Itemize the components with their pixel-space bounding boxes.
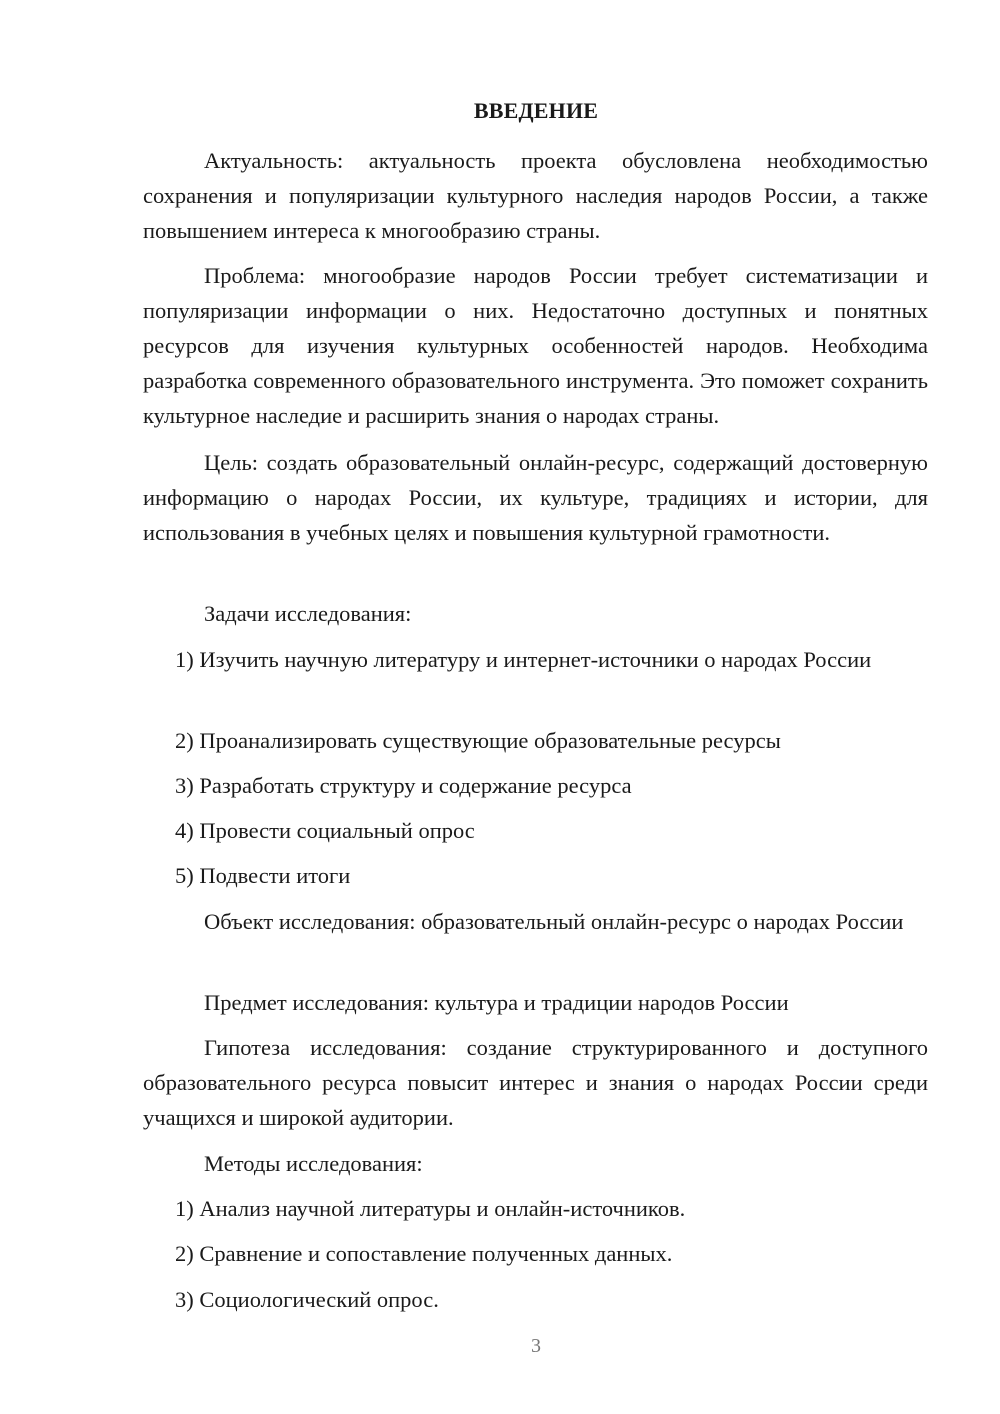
subject-paragraph: Предмет исследования: культура и традиции народов России: [204, 990, 789, 1015]
method-item-1: 1) Анализ научной литературы и онлайн-источников.: [175, 1196, 686, 1221]
problem-paragraph: Проблема: многообразие народов России требует систематизации и популяризации информации о них. Недостаточно доступных и понятных ресурсов для изучения культурных особенностей народов. Необходима разработка современного образовательного инструмента. Это поможет сохранить культурное наследие и расширить знания о народах страны.: [143, 263, 928, 428]
page-number: 3: [531, 1335, 541, 1357]
page-title: ВВЕДЕНИЕ: [473, 98, 599, 123]
task-item-4: 4) Провести социальный опрос: [175, 818, 475, 843]
task-item-1: 1) Изучить научную литературу и интернет-источники о народах России: [175, 647, 872, 672]
task-item-3: 3) Разработать структуру и содержание ресурса: [175, 773, 632, 798]
task-item-2: 2) Проанализировать существующие образовательные ресурсы: [175, 728, 781, 753]
method-item-3: 3) Социологический опрос.: [175, 1287, 439, 1312]
method-item-2: 2) Сравнение и сопоставление полученных данных.: [175, 1241, 673, 1266]
hypothesis-paragraph: Гипотеза исследования: создание структурированного и доступного образовательного ресурса повысит интерес и знания о народах России среди учащихся и широкой аудитории.: [143, 1035, 928, 1130]
goal-paragraph: Цель: создать образовательный онлайн-ресурс, содержащий достоверную информацию о народах России, их культуре, традициях и истории, для использования в учебных целях и повышения культурной грамотности.: [143, 450, 928, 545]
task-item-5: 5) Подвести итоги: [175, 863, 351, 888]
relevance-paragraph: Актуальность: актуальность проекта обусловлена необходимостью сохранения и популяризации культурного наследия народов России, а также повышением интереса к многообразию страны.: [143, 148, 928, 243]
tasks-heading: Задачи исследования:: [204, 601, 412, 626]
object-paragraph: Объект исследования: образовательный онлайн-ресурс о народах России: [204, 909, 904, 934]
methods-heading: Методы исследования:: [204, 1151, 423, 1176]
